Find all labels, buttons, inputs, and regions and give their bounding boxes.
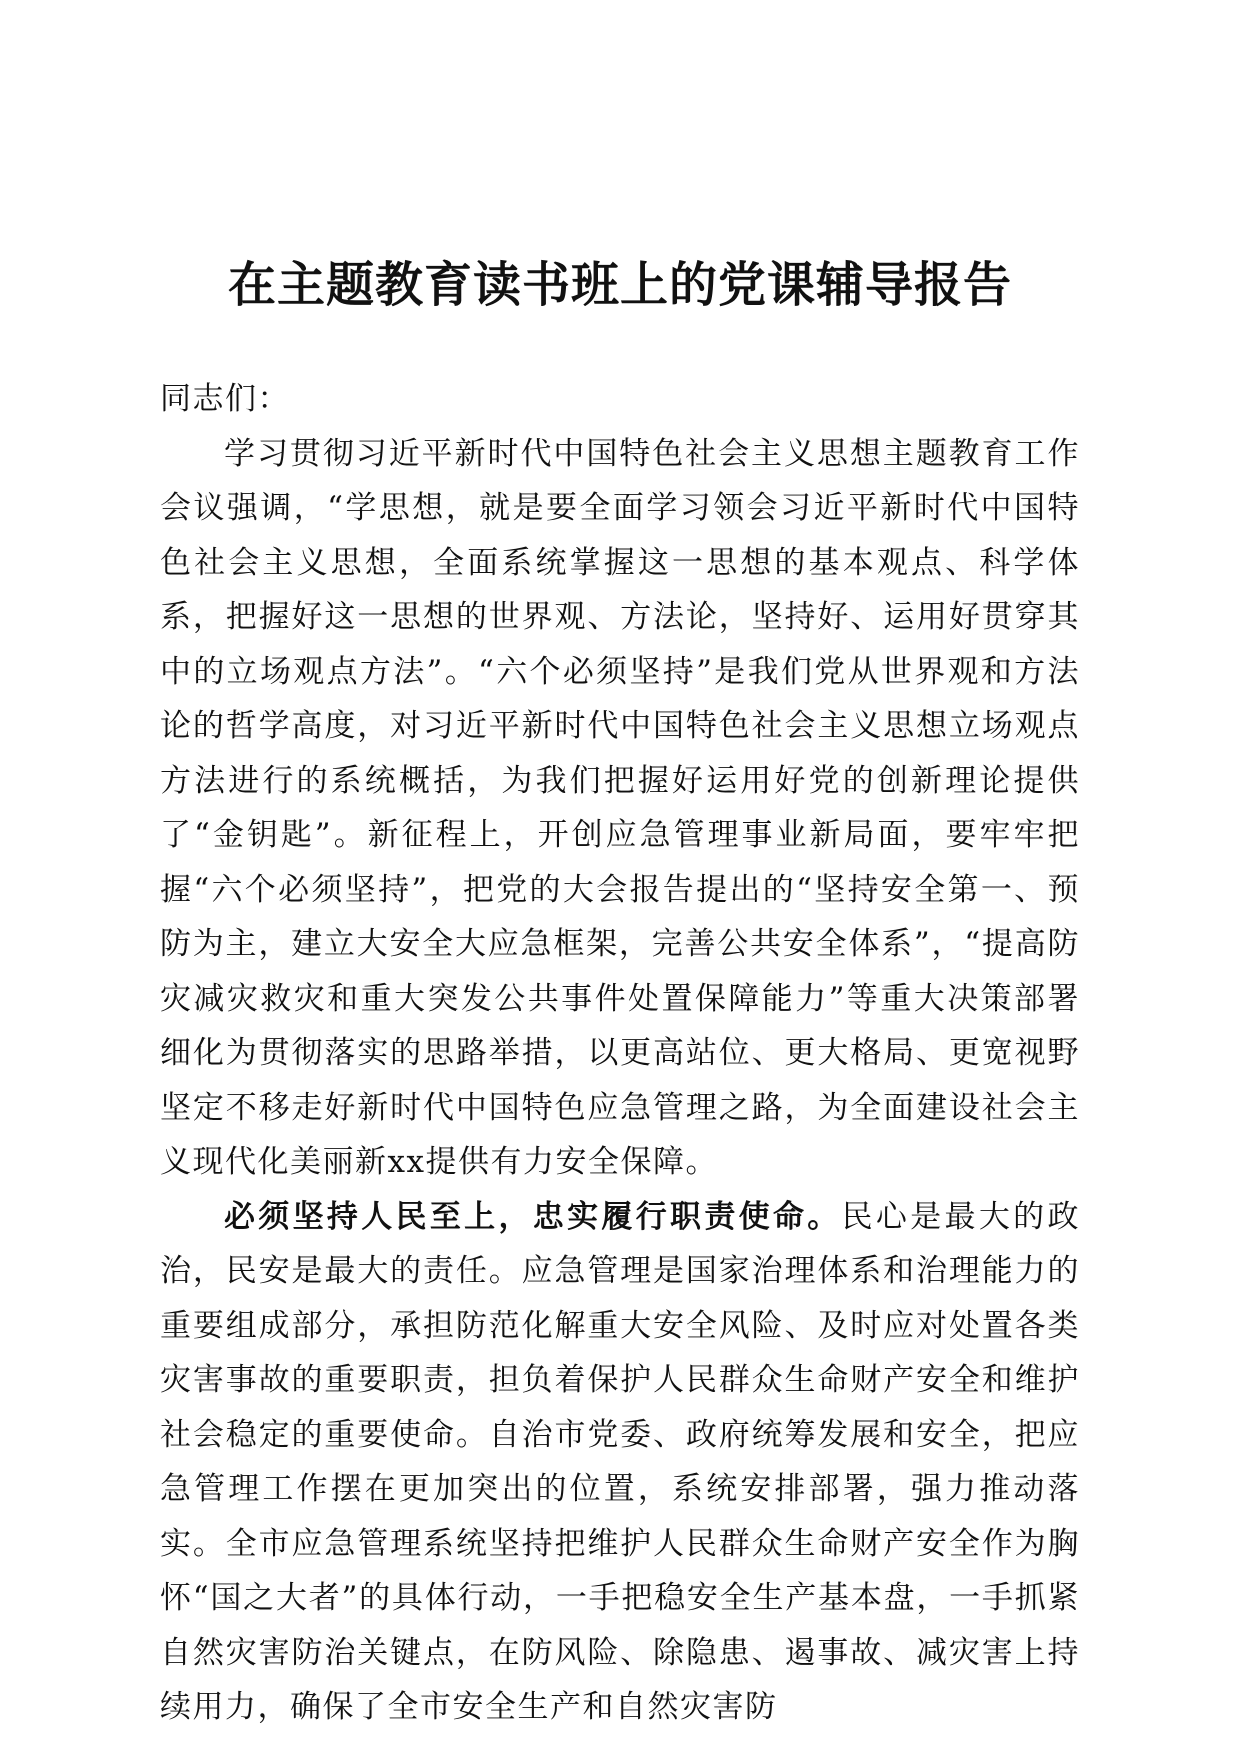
paragraph-2-lead: 必须坚持人民至上，忠实履行职责使命。 xyxy=(224,1198,842,1235)
paragraph-2 xyxy=(160,1190,1080,1735)
salutation: 同志们： xyxy=(160,381,290,417)
document-title: 在主题教育读书班上的党课辅导报告 xyxy=(227,257,1012,313)
paragraph-1: 学习贯彻习近平新时代中国特色社会主义思想主题教育工作会议强调，“学思想，就是要全面学习领会习近平新时代中国特色社会主义思想，全面系统掌握这一思想的基本观点、科学体系，把握好这一思想的世界观、方法论，坚持好、运用好贯穿其中的立场观点方法”。“六个必须坚持”是我们党从世界观和方法论的哲学高度，对习近平新时代中国特色社会主义思想立场观点方法进行的系统概括，为我们把握好运用好党的创新理论提供了“金钥匙”。新征程上，开创应急管理事业新局面，要牢牢把握“六个必须坚持”，把党的大会报告提出的“坚持安全第一、预防为主，建立大安全大应急框架，完善公共安全体系”，“提高防灾减灾救灾和重大突发公共事件处置保障能力”等重大决策部署细化为贯彻落实的思路举措，以更高站位、更大格局、更宽视野坚定不移走好新时代中国特色应急管理之路，为全面建设社会主义现代化美丽新xx提供有力安全保障。 xyxy=(160,435,1080,1180)
document-body xyxy=(160,372,1080,1735)
paragraph-2-body: 民心是最大的政治，民安是最大的责任。应急管理是国家治理体系和治理能力的重要组成部分，承担防范化解重大安全风险、及时应对处置各类灾害事故的重要职责，担负着保护人民群众生命财产安全和维护社会稳定的重要使命。自治市党委、政府统筹发展和安全，把应急管理工作摆在更加突出的位置，系统安排部署，强力推动落实。全市应急管理系统坚持把维护人民群众生命财产安全作为胸怀“国之大者”的具体行动，一手把稳安全生产基本盘，一手抓紧自然灾害防治关键点，在防风险、除隐患、遏事故、减灾害上持续用力，确保了全市安全生产和自然灾害防 xyxy=(160,1198,1080,1725)
